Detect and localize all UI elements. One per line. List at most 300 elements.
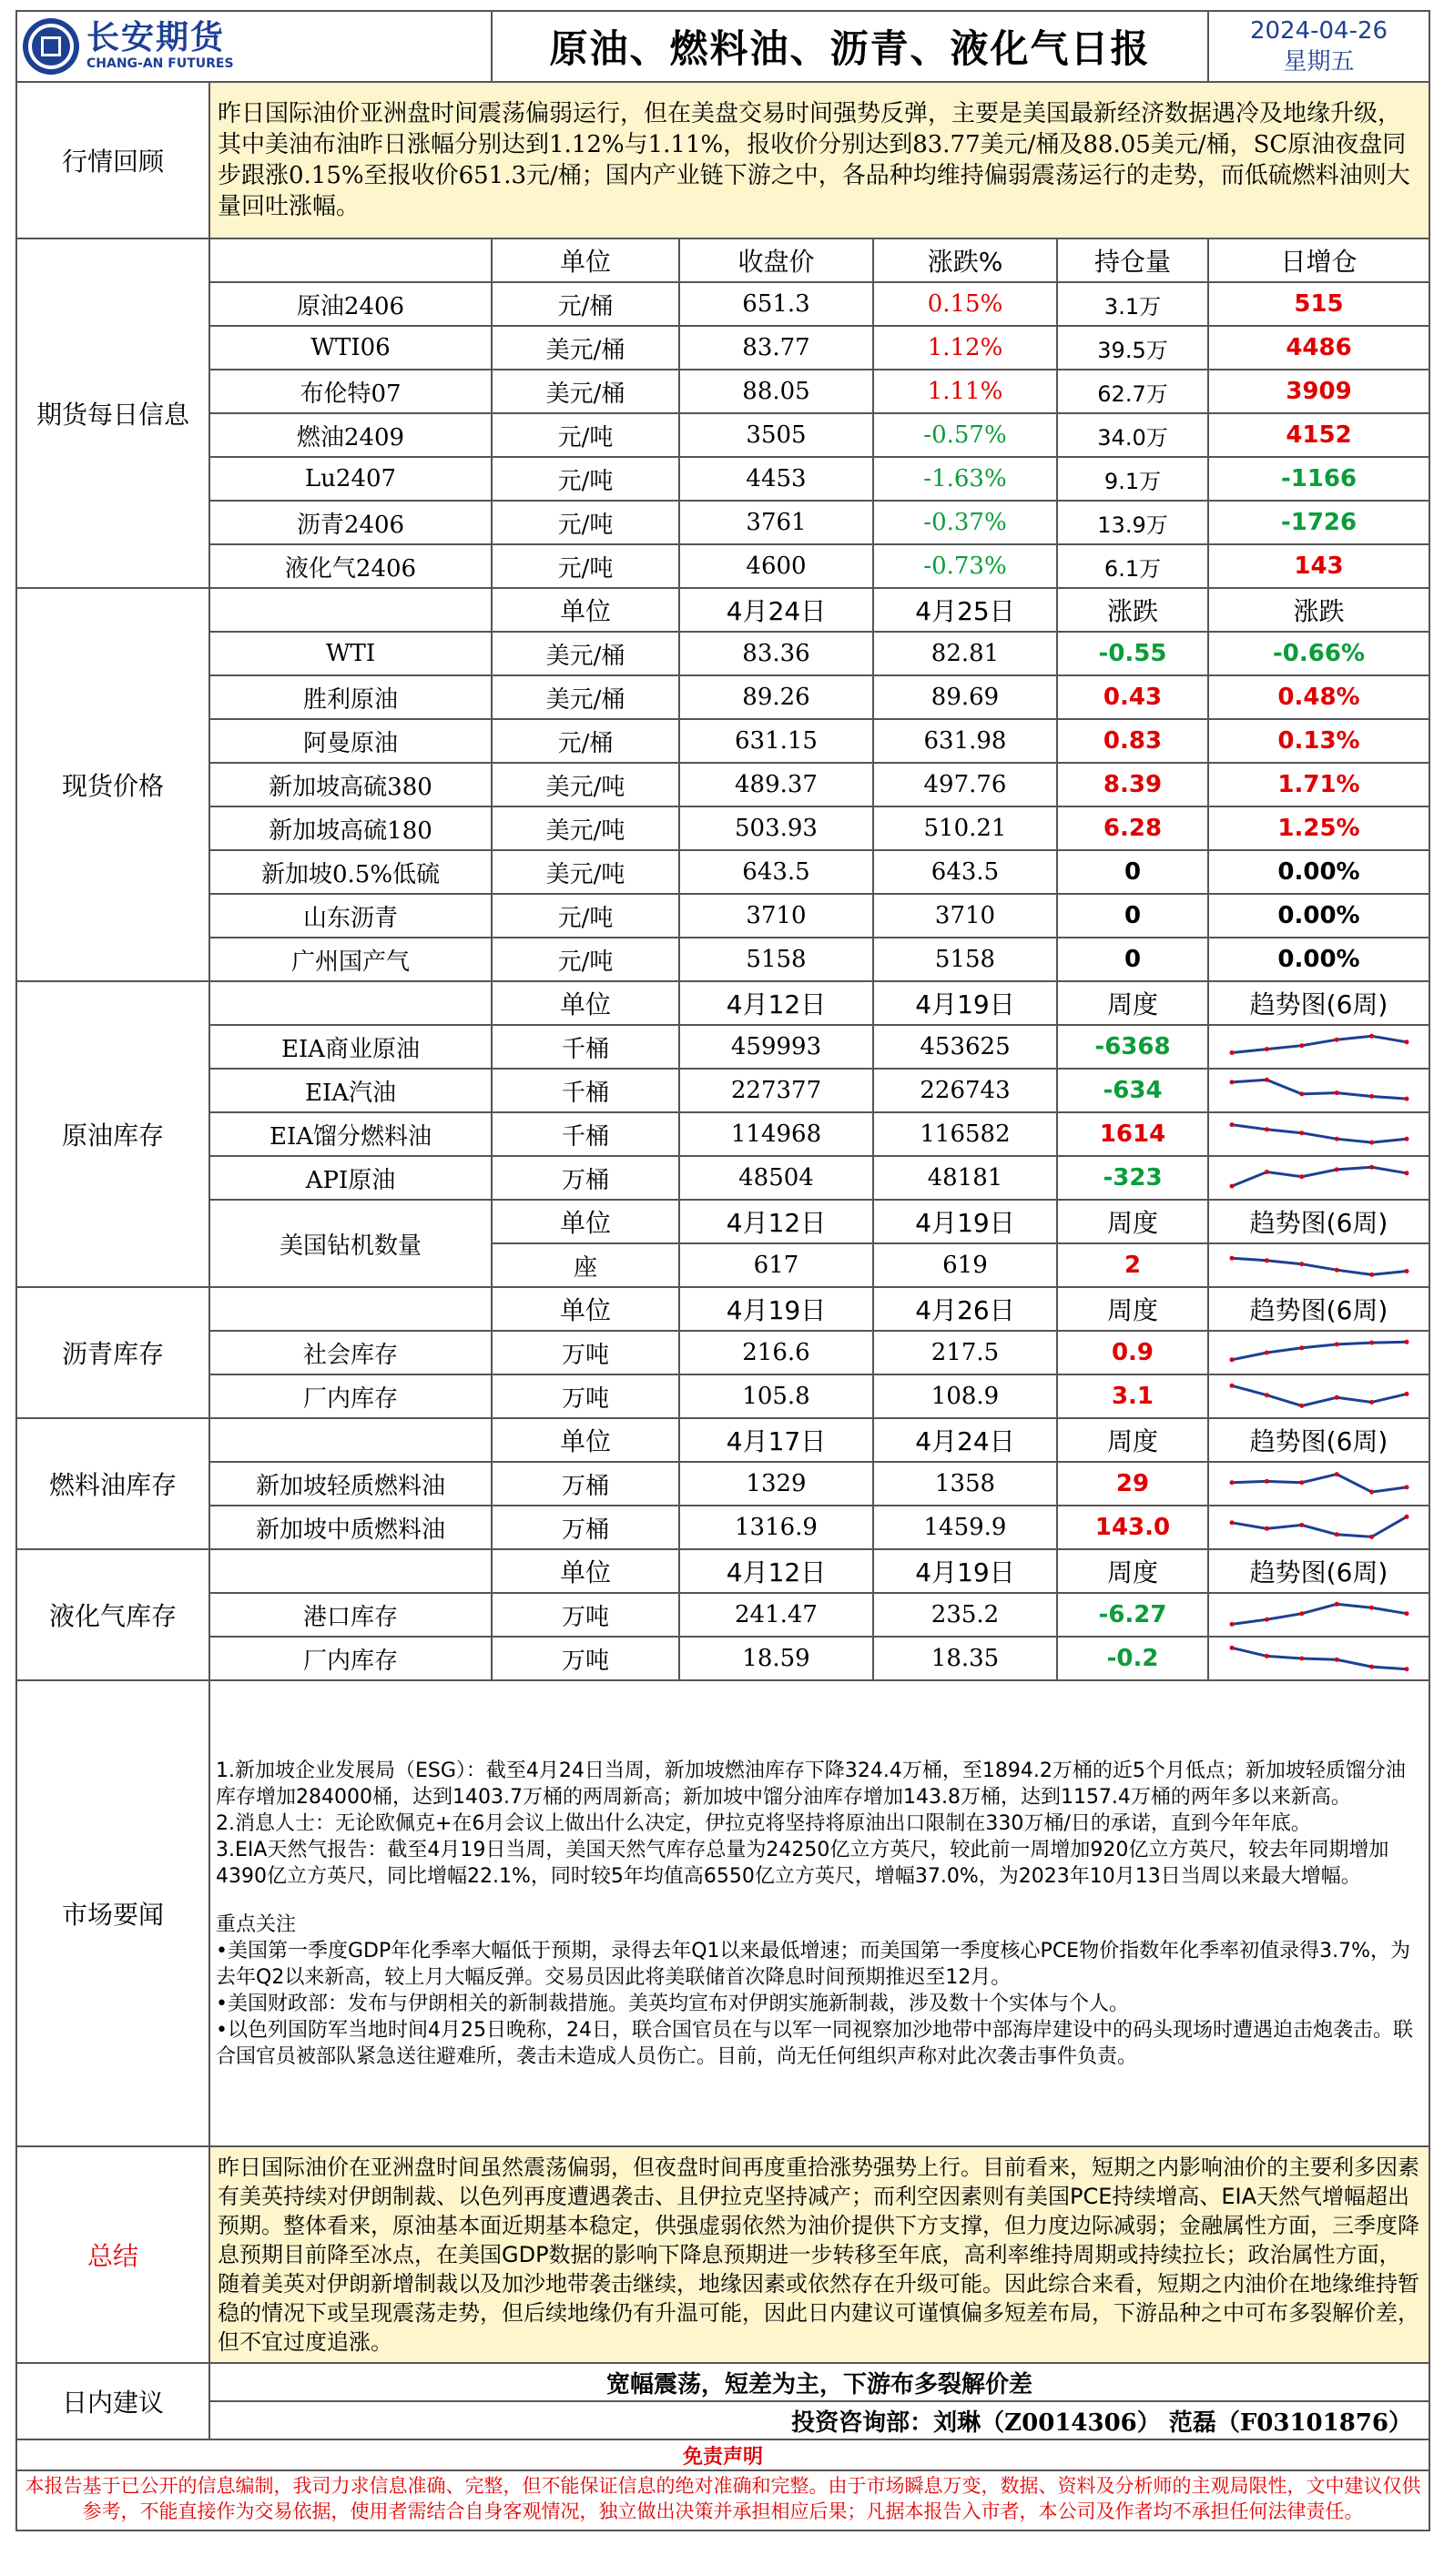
value-prev: 114968 — [679, 1112, 873, 1156]
rig-header-row — [16, 1200, 1429, 1243]
open-interest: 13.9万 — [1057, 501, 1208, 544]
rig-label: 美国钻机数量 — [209, 1200, 492, 1287]
trend-line — [1232, 1648, 1407, 1668]
item-name: EIA商业原油 — [209, 1025, 492, 1069]
trend-point — [1264, 1618, 1268, 1622]
trend-point — [1229, 1122, 1234, 1127]
unit: 千桶 — [492, 1025, 679, 1069]
value-curr: 1459.9 — [873, 1506, 1057, 1549]
weekly-change: 0.9 — [1057, 1331, 1208, 1374]
disclaimer-title: 免责声明 — [16, 2439, 1429, 2470]
trend-point — [1299, 1174, 1304, 1179]
disclaimer-title-row — [16, 2439, 1429, 2470]
price-day1: 89.26 — [679, 675, 873, 719]
lpg-inventory-section — [16, 1549, 1429, 1680]
summary-label: 总结 — [16, 2146, 209, 2363]
report-title: 原油、燃料油、沥青、液化气日报 — [492, 11, 1208, 82]
trend-point — [1229, 1080, 1234, 1084]
close-price: 651.3 — [679, 282, 873, 326]
trend-point — [1264, 1170, 1268, 1174]
trend-point — [1229, 1384, 1234, 1388]
trend-point — [1334, 1342, 1338, 1346]
futures-row — [16, 457, 1429, 501]
spot-name: 广州国产气 — [209, 938, 492, 981]
close-price: 4600 — [679, 544, 873, 588]
unit: 万桶 — [492, 1506, 679, 1549]
trend-point — [1369, 1665, 1374, 1669]
trend-point — [1299, 1480, 1304, 1485]
trend-point — [1229, 1646, 1234, 1650]
report-date: 2024-04-26 — [1249, 17, 1388, 45]
disclaimer-text: 本报告基于已公开的信息编制，我司力求信息准确、完整，但不能保证信息的绝对准确和完整。由于市场瞬息万变，数据、资料及分析师的主观局限性，文中建议仅供参考，不能直接作为交易依据，使用者需结合自身客观情况，独立做出决策并承担相应后果；凡据本报告入市者，本公司及作者均不承担任何法律责任。 — [16, 2470, 1429, 2530]
trend-point — [1229, 1256, 1234, 1261]
trend-sparkline — [1228, 1381, 1410, 1412]
close-price: 88.05 — [679, 370, 873, 413]
value-prev: 216.6 — [679, 1331, 873, 1374]
trend-point — [1369, 1400, 1374, 1405]
spot-name: 新加坡高硫180 — [209, 806, 492, 850]
trend-sparkline — [1228, 1075, 1410, 1106]
unit: 元/吨 — [492, 413, 679, 457]
trend-point — [1404, 1340, 1408, 1344]
futures-col-header: 收盘价 — [679, 238, 873, 282]
value-prev: 18.59 — [679, 1637, 873, 1680]
futures-row — [16, 282, 1429, 326]
change-abs: 0 — [1057, 894, 1208, 938]
change-pct: -0.73% — [873, 544, 1057, 588]
trend-point — [1264, 1351, 1268, 1355]
contract-name: 燃油2409 — [209, 413, 492, 457]
open-interest: 62.7万 — [1057, 370, 1208, 413]
trend-chart-cell — [1208, 1243, 1429, 1287]
price-day2: 631.98 — [873, 719, 1057, 763]
spot-name: 胜利原油 — [209, 675, 492, 719]
trend-point — [1404, 1485, 1408, 1489]
asphalt-inventory-section — [16, 1287, 1429, 1418]
trend-point — [1334, 1268, 1338, 1273]
trend-point — [1229, 1480, 1234, 1485]
price-day2: 643.5 — [873, 850, 1057, 894]
change-pct: 0.00% — [1208, 938, 1429, 981]
consultants: 投资咨询部：刘琳（Z0014306） 范磊（F03101876） — [209, 2401, 1429, 2439]
trend-point — [1334, 1137, 1338, 1141]
unit: 万桶 — [492, 1156, 679, 1200]
value-curr: 108.9 — [873, 1374, 1057, 1418]
trend-point — [1264, 1258, 1268, 1263]
trend-point — [1369, 1094, 1374, 1099]
spot-row — [16, 632, 1429, 675]
value-curr: 18.35 — [873, 1637, 1057, 1680]
asphalt_inv-col-header: 4月26日 — [873, 1287, 1057, 1331]
crude_inv-label: 原油库存 — [16, 981, 209, 1287]
futures-header-row — [16, 238, 1429, 282]
trend-sparkline — [1228, 1250, 1410, 1281]
trend-line — [1232, 1475, 1407, 1493]
spot-name: 新加坡高硫380 — [209, 763, 492, 806]
unit: 元/吨 — [492, 457, 679, 501]
trend-sparkline — [1228, 1512, 1410, 1543]
value-prev: 241.47 — [679, 1593, 873, 1637]
trend-point — [1404, 1392, 1408, 1396]
spot-row — [16, 806, 1429, 850]
price-day2: 497.76 — [873, 763, 1057, 806]
rig-col-header: 趋势图(6周) — [1208, 1200, 1429, 1243]
trend-point — [1264, 1479, 1268, 1484]
futures-label: 期货每日信息 — [16, 238, 209, 588]
price-day1: 3710 — [679, 894, 873, 938]
daily-increase: -1726 — [1208, 501, 1429, 544]
item-name: 厂内库存 — [209, 1374, 492, 1418]
price-day2: 3710 — [873, 894, 1057, 938]
spot-name: WTI — [209, 632, 492, 675]
spot-col-header: 4月25日 — [873, 588, 1057, 632]
consult-row — [16, 2401, 1429, 2439]
news-item: 1.新加坡企业发展局（ESG）：截至4月24日当周，新加坡燃油库存下降324.4万桶，至1894.2万桶的近5个月低点；新加坡轻质馏分油库存增加284000桶，达到1403.7万桶的两周新高；新加坡中馏分油库存增加143.8万桶，达到1157.4万桶的两年多以来新高。 — [216, 1759, 1406, 1809]
change-abs: 0.43 — [1057, 675, 1208, 719]
trend-chart-cell — [1208, 1112, 1429, 1156]
spot-row — [16, 675, 1429, 719]
trend-point — [1264, 1127, 1268, 1131]
trend-point — [1299, 1091, 1304, 1096]
trend-point — [1369, 1034, 1374, 1039]
unit: 座 — [492, 1243, 679, 1287]
fuel_inv-col-header: 4月24日 — [873, 1418, 1057, 1462]
focus-item: •美国第一季度GDP年化季率大幅低于预期，录得去年Q1以来最低增速；而美国第一季度核心PCE物价指数年化季率初值录得3.7%，为去年Q2以来新高，较上月大幅反弹。交易员因此将美联储首次降息时间预期推迟至12月。 — [216, 1939, 1410, 1989]
change-abs: 6.28 — [1057, 806, 1208, 850]
review-label: 行情回顾 — [16, 82, 209, 238]
change-pct: -0.37% — [873, 501, 1057, 544]
lpg_inv-row — [16, 1637, 1429, 1680]
trend-point — [1369, 1535, 1374, 1539]
futures-col-header: 单位 — [492, 238, 679, 282]
trend-point — [1334, 1472, 1338, 1476]
fuel_inv-row — [16, 1506, 1429, 1549]
trend-point — [1229, 1357, 1234, 1362]
trend-point — [1229, 1622, 1234, 1627]
change-pct: 1.11% — [873, 370, 1057, 413]
weekly-change: 3.1 — [1057, 1374, 1208, 1418]
item-name: 厂内库存 — [209, 1637, 492, 1680]
futures-row — [16, 413, 1429, 457]
trend-point — [1404, 1097, 1408, 1101]
price-day2: 5158 — [873, 938, 1057, 981]
price-day1: 5158 — [679, 938, 873, 981]
spot-name: 山东沥青 — [209, 894, 492, 938]
advice-row — [16, 2363, 1429, 2401]
contract-name: Lu2407 — [209, 457, 492, 501]
close-price: 83.77 — [679, 326, 873, 370]
crude_inv-name-header — [209, 981, 492, 1025]
price-day1: 489.37 — [679, 763, 873, 806]
change-pct: -1.63% — [873, 457, 1057, 501]
change-pct: 1.12% — [873, 326, 1057, 370]
value-curr: 48181 — [873, 1156, 1057, 1200]
value-curr: 619 — [873, 1243, 1057, 1287]
daily-increase: 143 — [1208, 544, 1429, 588]
trend-point — [1264, 1393, 1268, 1397]
asphalt_inv-row — [16, 1331, 1429, 1374]
fuel_inv-col-header: 趋势图(6周) — [1208, 1418, 1429, 1462]
asphalt_inv-col-header: 4月19日 — [679, 1287, 873, 1331]
futures-row — [16, 370, 1429, 413]
daily-report — [15, 0, 1429, 2531]
brand-name-cn: 长安期货 — [86, 19, 226, 56]
trend-point — [1404, 1269, 1408, 1273]
trend-line — [1232, 1604, 1407, 1624]
value-prev: 1329 — [679, 1462, 873, 1506]
crude_inv-row — [16, 1069, 1429, 1112]
value-curr: 217.5 — [873, 1331, 1057, 1374]
weekly-change: -0.2 — [1057, 1637, 1208, 1680]
trend-point — [1369, 1165, 1374, 1170]
report-table — [15, 10, 1430, 2531]
unit: 元/桶 — [492, 719, 679, 763]
trend-chart-cell — [1208, 1069, 1429, 1112]
change-abs: 0 — [1057, 938, 1208, 981]
value-prev: 48504 — [679, 1156, 873, 1200]
trend-point — [1334, 1167, 1338, 1171]
trend-point — [1369, 1141, 1374, 1145]
trend-chart-cell — [1208, 1462, 1429, 1506]
spot-row — [16, 719, 1429, 763]
unit: 美元/桶 — [492, 370, 679, 413]
rig-col-header: 周度 — [1057, 1200, 1208, 1243]
spot-name: 阿曼原油 — [209, 719, 492, 763]
change-pct: 0.00% — [1208, 850, 1429, 894]
unit: 美元/吨 — [492, 806, 679, 850]
fuel-inventory-section — [16, 1418, 1429, 1549]
focus-item: •以色列国防军当地时间4月25日晚称，24日，联合国官员在与以军一同视察加沙地带中部海岸建设中的码头现场时遭遇迫击炮袭击。联合国官员被部队紧急送往避难所，袭击未造成人员伤亡。目前，尚无任何组织声称对此次袭击事件负责。 — [216, 2018, 1413, 2068]
unit: 元/吨 — [492, 544, 679, 588]
trend-point — [1299, 1657, 1304, 1661]
summary-row — [16, 2146, 1429, 2363]
weekly-change: 1614 — [1057, 1112, 1208, 1156]
spot-header-row — [16, 588, 1429, 632]
price-day1: 83.36 — [679, 632, 873, 675]
lpg_inv-name-header — [209, 1549, 492, 1593]
crude_inv-col-header: 单位 — [492, 981, 679, 1025]
rig-col-header: 4月19日 — [873, 1200, 1057, 1243]
crude_inv-row — [16, 1025, 1429, 1069]
trend-chart-cell — [1208, 1593, 1429, 1637]
spot-row — [16, 894, 1429, 938]
unit: 美元/桶 — [492, 632, 679, 675]
trend-point — [1229, 1520, 1234, 1525]
value-prev: 617 — [679, 1243, 873, 1287]
price-day2: 82.81 — [873, 632, 1057, 675]
change-pct: 1.25% — [1208, 806, 1429, 850]
unit: 万桶 — [492, 1462, 679, 1506]
trend-point — [1334, 1658, 1338, 1662]
summary-text: 昨日国际油价在亚洲盘时间虽然震荡偏弱，但夜盘时间再度重拾涨势强势上行。目前看来，短期之内影响油价的主要利多因素有美英持续对伊朗制裁、以色列再度遭遇袭击、且伊拉克坚持减产；而利空因素则有美国PCE持续增高、EIA天然气增幅超出预期。整体看来，原油基本面近期基本稳定，供强虚弱依然为油价提供下方支撑，但力度边际减弱；金融属性方面，三季度降息预期目前降至冰点，在美国GDP数据的影响下降息预期进一步转移至年底，高利率维持周期或持续拉长；政治属性方面，随着美英对伊朗新增制裁以及加沙地带袭击继续，地缘因素或依然存在升级可能。因此综合来看，短期之内油价在地缘维持暂稳的情况下或呈现震荡走势，但后续地缘仍有升温可能，因此日内建议可谨慎偏多短差布局，下游品种之中可布多裂解价差，但不宜过度追涨。 — [209, 2146, 1429, 2363]
trend-chart-cell — [1208, 1156, 1429, 1200]
trend-sparkline — [1228, 1643, 1410, 1674]
weekly-change: 143.0 — [1057, 1506, 1208, 1549]
trend-point — [1299, 1404, 1304, 1408]
report-weekday: 星期五 — [1283, 48, 1355, 76]
value-curr: 235.2 — [873, 1593, 1057, 1637]
futures-section — [16, 238, 1429, 588]
change-pct: 0.00% — [1208, 894, 1429, 938]
spot-section — [16, 588, 1429, 981]
spot-col-header: 涨跌 — [1208, 588, 1429, 632]
item-name: 新加坡中质燃料油 — [209, 1506, 492, 1549]
trend-point — [1334, 1090, 1338, 1095]
unit: 美元/吨 — [492, 850, 679, 894]
unit: 万吨 — [492, 1593, 679, 1637]
contract-name: 原油2406 — [209, 282, 492, 326]
item-name: 港口库存 — [209, 1593, 492, 1637]
futures-col-header: 持仓量 — [1057, 238, 1208, 282]
trend-point — [1404, 1611, 1408, 1616]
crude_inv-col-header: 4月12日 — [679, 981, 873, 1025]
price-day2: 89.69 — [873, 675, 1057, 719]
fuel_inv-name-header — [209, 1418, 492, 1462]
daily-increase: 4152 — [1208, 413, 1429, 457]
open-interest: 34.0万 — [1057, 413, 1208, 457]
header-row — [16, 11, 1429, 82]
advice-text: 宽幅震荡，短差为主，下游布多裂解价差 — [209, 2363, 1429, 2401]
weekly-change: -6.27 — [1057, 1593, 1208, 1637]
weekly-change: 2 — [1057, 1243, 1208, 1287]
spot-name: 新加坡0.5%低硫 — [209, 850, 492, 894]
trend-line — [1232, 1258, 1407, 1274]
trend-point — [1264, 1654, 1268, 1658]
trend-line — [1232, 1080, 1407, 1099]
unit: 美元/桶 — [492, 326, 679, 370]
trend-point — [1404, 1040, 1408, 1044]
unit: 元/吨 — [492, 501, 679, 544]
daily-increase: -1166 — [1208, 457, 1429, 501]
value-curr: 226743 — [873, 1069, 1057, 1112]
trend-point — [1369, 1273, 1374, 1277]
lpg_inv-col-header: 4月19日 — [873, 1549, 1057, 1593]
daily-increase: 3909 — [1208, 370, 1429, 413]
item-name: EIA汽油 — [209, 1069, 492, 1112]
unit: 美元/桶 — [492, 675, 679, 719]
futures-row — [16, 544, 1429, 588]
unit: 万吨 — [492, 1374, 679, 1418]
trend-point — [1404, 1171, 1408, 1175]
asphalt_inv-name-header — [209, 1287, 492, 1331]
price-day1: 643.5 — [679, 850, 873, 894]
trend-point — [1299, 1611, 1304, 1616]
crude_inv-header-row — [16, 981, 1429, 1025]
change-pct: -0.57% — [873, 413, 1057, 457]
contract-name: WTI06 — [209, 326, 492, 370]
value-curr: 1358 — [873, 1462, 1057, 1506]
trend-point — [1264, 1078, 1268, 1082]
trend-point — [1369, 1606, 1374, 1610]
news-row — [16, 1680, 1429, 2146]
lpg_inv-row — [16, 1593, 1429, 1637]
weekly-change: 29 — [1057, 1462, 1208, 1506]
lpg_inv-label: 液化气库存 — [16, 1549, 209, 1680]
crude_inv-col-header: 4月19日 — [873, 981, 1057, 1025]
lpg_inv-col-header: 趋势图(6周) — [1208, 1549, 1429, 1593]
trend-point — [1299, 1262, 1304, 1266]
trend-line — [1232, 1342, 1407, 1360]
value-prev: 227377 — [679, 1069, 873, 1112]
item-name: EIA馏分燃料油 — [209, 1112, 492, 1156]
trend-chart-cell — [1208, 1331, 1429, 1374]
trend-sparkline — [1228, 1119, 1410, 1150]
asphalt_inv-label: 沥青库存 — [16, 1287, 209, 1418]
trend-chart-cell — [1208, 1025, 1429, 1069]
trend-point — [1369, 1341, 1374, 1345]
contract-name: 液化气2406 — [209, 544, 492, 588]
spot-row — [16, 850, 1429, 894]
review-row — [16, 82, 1429, 238]
change-abs: 0.83 — [1057, 719, 1208, 763]
logo-icon — [23, 18, 79, 75]
report-date-cell — [1208, 11, 1429, 82]
trend-point — [1404, 1515, 1408, 1519]
trend-chart-cell — [1208, 1374, 1429, 1418]
change-pct: 0.48% — [1208, 675, 1429, 719]
trend-sparkline — [1228, 1599, 1410, 1630]
advice-label: 日内建议 — [16, 2363, 209, 2439]
news-label: 市场要闻 — [16, 1680, 209, 2146]
unit: 万吨 — [492, 1637, 679, 1680]
trend-point — [1264, 1047, 1268, 1051]
asphalt_inv-row — [16, 1374, 1429, 1418]
trend-point — [1334, 1532, 1338, 1536]
value-prev: 1316.9 — [679, 1506, 873, 1549]
fuel_inv-label: 燃料油库存 — [16, 1418, 209, 1549]
asphalt_inv-header-row — [16, 1287, 1429, 1331]
focus-item: •美国财政部：发布与伊朗相关的新制裁措施。美英均宣布对伊朗实施新制裁，涉及数十个实体与个人。 — [216, 1992, 1129, 2015]
lpg_inv-header-row — [16, 1549, 1429, 1593]
contract-name: 沥青2406 — [209, 501, 492, 544]
trend-sparkline — [1228, 1468, 1410, 1499]
daily-increase: 515 — [1208, 282, 1429, 326]
close-price: 4453 — [679, 457, 873, 501]
futures-name-header — [209, 238, 492, 282]
trend-point — [1229, 1050, 1234, 1055]
value-curr: 116582 — [873, 1112, 1057, 1156]
change-abs: 0 — [1057, 850, 1208, 894]
futures-row — [16, 501, 1429, 544]
trend-point — [1404, 1137, 1408, 1141]
trend-point — [1334, 1602, 1338, 1607]
trend-point — [1299, 1523, 1304, 1527]
spot-name-header — [209, 588, 492, 632]
news-item: 2.消息人士：无论欧佩克+在6月会议上做出什么决定，伊拉克将坚持将原油出口限制在330万桶/日的承诺，直到今年年底。 — [216, 1811, 1311, 1835]
spot-label: 现货价格 — [16, 588, 209, 981]
spot-col-header: 涨跌 — [1057, 588, 1208, 632]
unit: 美元/吨 — [492, 763, 679, 806]
item-name: API原油 — [209, 1156, 492, 1200]
change-pct: 0.13% — [1208, 719, 1429, 763]
price-day1: 631.15 — [679, 719, 873, 763]
disclaimer-row — [16, 2470, 1429, 2530]
lpg_inv-col-header: 周度 — [1057, 1549, 1208, 1593]
unit: 元/吨 — [492, 938, 679, 981]
unit: 千桶 — [492, 1112, 679, 1156]
trend-point — [1299, 1345, 1304, 1350]
contract-name: 布伦特07 — [209, 370, 492, 413]
unit: 万吨 — [492, 1331, 679, 1374]
trend-line — [1232, 1385, 1407, 1405]
asphalt_inv-col-header: 周度 — [1057, 1287, 1208, 1331]
trend-line — [1232, 1036, 1407, 1052]
focus-title: 重点关注 — [216, 1912, 297, 1936]
spot-col-header: 单位 — [492, 588, 679, 632]
open-interest: 3.1万 — [1057, 282, 1208, 326]
spot-col-header: 4月24日 — [679, 588, 873, 632]
rig-col-header: 4月12日 — [679, 1200, 873, 1243]
